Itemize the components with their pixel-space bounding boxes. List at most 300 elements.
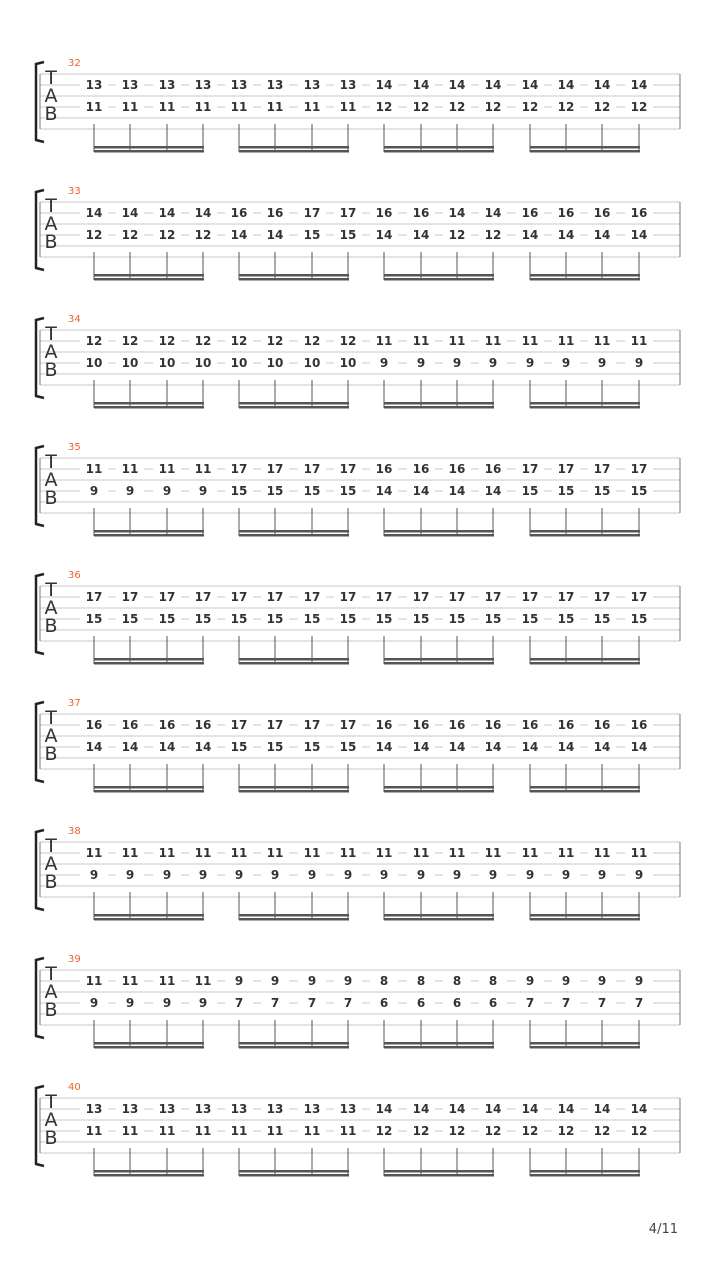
note-beam [239, 406, 349, 409]
fret-number: 9 [153, 869, 181, 882]
tab-staff [0, 442, 720, 570]
fret-number: 14 [479, 79, 507, 92]
note-beam [530, 1170, 640, 1173]
note-beam [530, 658, 640, 661]
measure-number: 35 [68, 442, 81, 453]
fret-number: 13 [80, 79, 108, 92]
fret-number: 12 [225, 335, 253, 348]
fret-number: 13 [298, 79, 326, 92]
page-number: 4/11 [648, 1222, 678, 1237]
fret-number: 13 [153, 1103, 181, 1116]
fret-number: 17 [298, 463, 326, 476]
fret-number: 16 [370, 719, 398, 732]
fret-number: 11 [225, 847, 253, 860]
fret-number: 10 [261, 357, 289, 370]
note-beam [94, 1042, 204, 1045]
note-beam [384, 406, 494, 409]
fret-number: 10 [298, 357, 326, 370]
fret-number: 15 [516, 485, 544, 498]
fret-number: 6 [443, 997, 471, 1010]
note-beam [530, 406, 640, 409]
tab-clef-letter: B [44, 231, 58, 253]
fret-number: 14 [625, 1103, 653, 1116]
note-beam [239, 534, 349, 537]
fret-number: 12 [298, 335, 326, 348]
note-beam [239, 278, 349, 281]
fret-number: 14 [80, 741, 108, 754]
note-beam [94, 274, 204, 277]
fret-number: 11 [189, 975, 217, 988]
note-beam [239, 658, 349, 661]
note-beam [530, 662, 640, 665]
tab-clef-letter: T [45, 323, 57, 345]
fret-number: 12 [153, 335, 181, 348]
fret-number: 11 [298, 1125, 326, 1138]
fret-number: 12 [552, 1125, 580, 1138]
tab-clef-letter: A [44, 1109, 58, 1131]
fret-number: 12 [443, 1125, 471, 1138]
fret-number: 15 [153, 613, 181, 626]
fret-number: 16 [479, 463, 507, 476]
tab-system [0, 314, 720, 442]
fret-number: 15 [588, 613, 616, 626]
fret-number: 12 [116, 335, 144, 348]
fret-number: 14 [225, 229, 253, 242]
fret-number: 13 [116, 79, 144, 92]
note-beam [94, 150, 204, 153]
fret-number: 9 [261, 869, 289, 882]
fret-number: 11 [443, 335, 471, 348]
note-beam [239, 1042, 349, 1045]
fret-number: 11 [80, 1125, 108, 1138]
note-beam [384, 530, 494, 533]
fret-number: 15 [261, 485, 289, 498]
fret-number: 9 [298, 975, 326, 988]
fret-number: 16 [443, 719, 471, 732]
fret-number: 8 [407, 975, 435, 988]
fret-number: 17 [261, 463, 289, 476]
fret-number: 16 [225, 207, 253, 220]
tab-clef-letter: A [44, 981, 58, 1003]
fret-number: 12 [261, 335, 289, 348]
tab-clef-letter: B [44, 103, 58, 125]
fret-number: 14 [516, 1103, 544, 1116]
tab-system [0, 58, 720, 186]
fret-number: 14 [588, 741, 616, 754]
fret-number: 15 [370, 613, 398, 626]
tab-system [0, 570, 720, 698]
fret-number: 14 [552, 229, 580, 242]
fret-number: 15 [334, 613, 362, 626]
fret-number: 14 [479, 1103, 507, 1116]
fret-number: 9 [334, 975, 362, 988]
note-beam [384, 274, 494, 277]
note-beam [384, 150, 494, 153]
fret-number: 11 [625, 335, 653, 348]
fret-number: 17 [334, 463, 362, 476]
fret-number: 15 [479, 613, 507, 626]
measure-number: 34 [68, 314, 81, 325]
note-beam [530, 402, 640, 405]
fret-number: 14 [552, 741, 580, 754]
tab-clef-letter: B [44, 487, 58, 509]
fret-number: 9 [516, 975, 544, 988]
fret-number: 12 [588, 101, 616, 114]
measure-number: 38 [68, 826, 81, 837]
fret-number: 12 [80, 229, 108, 242]
fret-number: 17 [407, 591, 435, 604]
fret-number: 15 [298, 741, 326, 754]
fret-number: 10 [225, 357, 253, 370]
fret-number: 12 [370, 1125, 398, 1138]
fret-number: 14 [479, 741, 507, 754]
note-beam [384, 662, 494, 665]
fret-number: 16 [407, 719, 435, 732]
tab-staff [0, 186, 720, 314]
note-beam [384, 658, 494, 661]
note-beam [384, 1046, 494, 1049]
fret-number: 15 [334, 741, 362, 754]
fret-number: 14 [370, 79, 398, 92]
tab-system [0, 698, 720, 826]
fret-number: 14 [443, 485, 471, 498]
tab-staff [0, 314, 720, 442]
fret-number: 17 [116, 591, 144, 604]
fret-number: 9 [516, 357, 544, 370]
fret-number: 16 [153, 719, 181, 732]
fret-number: 17 [588, 591, 616, 604]
note-beam [239, 918, 349, 921]
fret-number: 15 [443, 613, 471, 626]
fret-number: 10 [116, 357, 144, 370]
note-beam [530, 786, 640, 789]
tab-clef-letter: T [45, 835, 57, 857]
measure-number: 39 [68, 954, 81, 965]
fret-number: 12 [407, 101, 435, 114]
fret-number: 9 [189, 485, 217, 498]
fret-number: 11 [153, 463, 181, 476]
measure-number: 37 [68, 698, 81, 709]
tab-clef-letter: T [45, 579, 57, 601]
fret-number: 9 [552, 975, 580, 988]
fret-number: 9 [479, 869, 507, 882]
fret-number: 14 [370, 485, 398, 498]
fret-number: 11 [443, 847, 471, 860]
fret-number: 15 [588, 485, 616, 498]
fret-number: 11 [261, 1125, 289, 1138]
tab-system [0, 954, 720, 1082]
fret-number: 11 [516, 847, 544, 860]
note-beam [384, 914, 494, 917]
fret-number: 15 [552, 613, 580, 626]
tab-clef-letter: B [44, 359, 58, 381]
fret-number: 15 [298, 485, 326, 498]
tab-system [0, 826, 720, 954]
note-beam [94, 662, 204, 665]
fret-number: 9 [625, 975, 653, 988]
fret-number: 12 [153, 229, 181, 242]
fret-number: 12 [407, 1125, 435, 1138]
fret-number: 16 [552, 207, 580, 220]
fret-number: 6 [479, 997, 507, 1010]
tab-clef-letter: A [44, 469, 58, 491]
note-beam [530, 150, 640, 153]
fret-number: 12 [334, 335, 362, 348]
note-beam [239, 1170, 349, 1173]
fret-number: 14 [625, 229, 653, 242]
fret-number: 17 [261, 591, 289, 604]
fret-number: 17 [516, 591, 544, 604]
fret-number: 9 [588, 975, 616, 988]
fret-number: 14 [443, 79, 471, 92]
tab-staff [0, 826, 720, 954]
fret-number: 11 [407, 335, 435, 348]
fret-number: 14 [625, 741, 653, 754]
note-beam [94, 918, 204, 921]
note-beam [239, 146, 349, 149]
fret-number: 11 [116, 847, 144, 860]
fret-number: 17 [625, 591, 653, 604]
fret-number: 15 [225, 741, 253, 754]
fret-number: 17 [334, 207, 362, 220]
fret-number: 13 [261, 1103, 289, 1116]
fret-number: 9 [370, 869, 398, 882]
fret-number: 15 [334, 485, 362, 498]
tab-staff [0, 570, 720, 698]
note-beam [384, 402, 494, 405]
fret-number: 14 [516, 229, 544, 242]
note-beam [530, 790, 640, 793]
tab-clef-letter: A [44, 85, 58, 107]
fret-number: 11 [588, 335, 616, 348]
note-beam [239, 1046, 349, 1049]
fret-number: 13 [189, 79, 217, 92]
note-beam [530, 278, 640, 281]
fret-number: 6 [407, 997, 435, 1010]
fret-number: 9 [552, 869, 580, 882]
fret-number: 17 [588, 463, 616, 476]
fret-number: 17 [552, 463, 580, 476]
fret-number: 9 [80, 485, 108, 498]
fret-number: 9 [443, 869, 471, 882]
fret-number: 14 [443, 207, 471, 220]
note-beam [530, 146, 640, 149]
fret-number: 11 [225, 1125, 253, 1138]
fret-number: 15 [407, 613, 435, 626]
fret-number: 10 [334, 357, 362, 370]
fret-number: 12 [625, 101, 653, 114]
fret-number: 17 [298, 207, 326, 220]
fret-number: 12 [479, 101, 507, 114]
fret-number: 11 [334, 847, 362, 860]
fret-number: 11 [516, 335, 544, 348]
fret-number: 15 [225, 613, 253, 626]
fret-number: 11 [261, 101, 289, 114]
fret-number: 6 [370, 997, 398, 1010]
fret-number: 12 [625, 1125, 653, 1138]
fret-number: 11 [298, 847, 326, 860]
fret-number: 10 [189, 357, 217, 370]
note-beam [384, 146, 494, 149]
fret-number: 14 [407, 229, 435, 242]
fret-number: 12 [189, 335, 217, 348]
note-beam [94, 658, 204, 661]
fret-number: 14 [443, 1103, 471, 1116]
fret-number: 14 [407, 741, 435, 754]
tab-clef-letter: T [45, 67, 57, 89]
tab-staff [0, 58, 720, 186]
fret-number: 9 [479, 357, 507, 370]
fret-number: 17 [625, 463, 653, 476]
note-beam [94, 530, 204, 533]
note-beam [94, 1046, 204, 1049]
fret-number: 14 [588, 229, 616, 242]
fret-number: 16 [479, 719, 507, 732]
fret-number: 17 [334, 591, 362, 604]
fret-number: 7 [625, 997, 653, 1010]
tab-clef-letter: B [44, 615, 58, 637]
fret-number: 14 [407, 1103, 435, 1116]
fret-number: 11 [116, 1125, 144, 1138]
fret-number: 9 [407, 869, 435, 882]
fret-number: 14 [370, 741, 398, 754]
fret-number: 8 [443, 975, 471, 988]
fret-number: 14 [370, 229, 398, 242]
fret-number: 16 [370, 207, 398, 220]
measure-number: 33 [68, 186, 81, 197]
note-beam [94, 278, 204, 281]
fret-number: 16 [625, 207, 653, 220]
note-beam [530, 534, 640, 537]
fret-number: 16 [116, 719, 144, 732]
tab-clef-letter: B [44, 871, 58, 893]
tab-staff [0, 698, 720, 826]
fret-number: 12 [443, 229, 471, 242]
fret-number: 11 [153, 975, 181, 988]
fret-number: 14 [625, 79, 653, 92]
tab-clef-letter: T [45, 195, 57, 217]
fret-number: 14 [261, 229, 289, 242]
fret-number: 17 [189, 591, 217, 604]
note-beam [94, 1174, 204, 1177]
tab-clef-letter: T [45, 1091, 57, 1113]
fret-number: 11 [334, 1125, 362, 1138]
fret-number: 13 [153, 79, 181, 92]
fret-number: 8 [479, 975, 507, 988]
fret-number: 15 [261, 613, 289, 626]
measure-number: 36 [68, 570, 81, 581]
note-beam [530, 274, 640, 277]
fret-number: 10 [80, 357, 108, 370]
fret-number: 11 [370, 335, 398, 348]
fret-number: 7 [261, 997, 289, 1010]
fret-number: 15 [261, 741, 289, 754]
note-beam [384, 1042, 494, 1045]
fret-number: 7 [552, 997, 580, 1010]
tab-clef-letter: T [45, 707, 57, 729]
fret-number: 14 [552, 79, 580, 92]
tab-clef-letter: B [44, 743, 58, 765]
fret-number: 14 [516, 79, 544, 92]
tab-clef-letter: T [45, 963, 57, 985]
fret-number: 12 [479, 1125, 507, 1138]
fret-number: 11 [80, 463, 108, 476]
fret-number: 9 [334, 869, 362, 882]
fret-number: 9 [588, 869, 616, 882]
note-beam [239, 402, 349, 405]
tab-clef-letter: A [44, 597, 58, 619]
fret-number: 11 [407, 847, 435, 860]
fret-number: 12 [80, 335, 108, 348]
note-beam [94, 534, 204, 537]
fret-number: 11 [116, 975, 144, 988]
fret-number: 11 [116, 463, 144, 476]
tab-clef-letter: A [44, 725, 58, 747]
fret-number: 11 [298, 101, 326, 114]
fret-number: 17 [370, 591, 398, 604]
fret-number: 16 [443, 463, 471, 476]
fret-number: 14 [407, 79, 435, 92]
note-beam [530, 530, 640, 533]
fret-number: 12 [370, 101, 398, 114]
fret-number: 9 [225, 975, 253, 988]
fret-number: 13 [225, 1103, 253, 1116]
fret-number: 11 [80, 101, 108, 114]
fret-number: 13 [261, 79, 289, 92]
fret-number: 11 [261, 847, 289, 860]
note-beam [239, 786, 349, 789]
fret-number: 14 [552, 1103, 580, 1116]
note-beam [94, 790, 204, 793]
fret-number: 13 [334, 79, 362, 92]
fret-number: 12 [516, 1125, 544, 1138]
fret-number: 15 [116, 613, 144, 626]
tab-clef-letter: A [44, 213, 58, 235]
fret-number: 9 [80, 997, 108, 1010]
fret-number: 14 [153, 207, 181, 220]
fret-number: 14 [516, 741, 544, 754]
fret-number: 12 [189, 229, 217, 242]
note-beam [239, 530, 349, 533]
fret-number: 16 [189, 719, 217, 732]
fret-number: 9 [225, 869, 253, 882]
fret-number: 9 [116, 869, 144, 882]
note-beam [94, 786, 204, 789]
fret-number: 11 [479, 847, 507, 860]
fret-number: 13 [189, 1103, 217, 1116]
note-beam [530, 1042, 640, 1045]
fret-number: 11 [189, 463, 217, 476]
fret-number: 11 [80, 847, 108, 860]
fret-number: 12 [479, 229, 507, 242]
fret-number: 11 [153, 101, 181, 114]
fret-number: 17 [443, 591, 471, 604]
fret-number: 9 [189, 869, 217, 882]
fret-number: 14 [588, 79, 616, 92]
fret-number: 9 [80, 869, 108, 882]
fret-number: 14 [189, 207, 217, 220]
fret-number: 9 [153, 997, 181, 1010]
fret-number: 16 [516, 207, 544, 220]
fret-number: 16 [552, 719, 580, 732]
measure-number: 40 [68, 1082, 81, 1093]
fret-number: 17 [80, 591, 108, 604]
fret-number: 9 [625, 869, 653, 882]
fret-number: 15 [516, 613, 544, 626]
fret-number: 15 [80, 613, 108, 626]
fret-number: 14 [116, 741, 144, 754]
fret-number: 9 [443, 357, 471, 370]
